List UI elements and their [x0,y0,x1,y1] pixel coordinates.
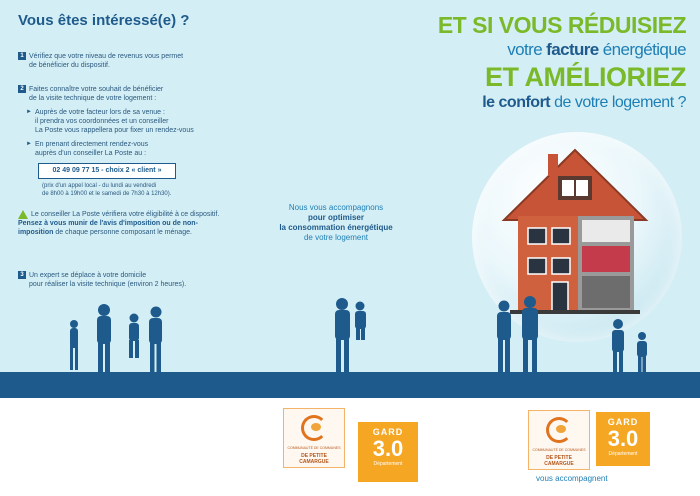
step-2-option-rdv [26,140,148,158]
option-line: En prenant directement rendez-vous [34,141,149,148]
warning-bold-text: Pensez à vous munir de l'avis d'imposition ou de non-imposition [18,220,198,236]
gard-logo-sub: Département [608,451,638,457]
warning-icon [18,210,28,219]
left-title: Vous êtes intéressé(e) ? [18,12,190,29]
cc-logo-name [284,453,344,465]
ground-band [0,372,700,398]
bullet-arrow-icon: ► [26,141,32,147]
headline-line-2 [507,40,686,60]
headline-line-1: ET SI VOUS RÉDUISIEZ [437,12,686,38]
gard-departement-logo [358,422,418,482]
phone-note-line: de 8h00 à 19h00 et le samedi de 7h30 à 12h30). [42,191,172,197]
option-line: il prendra vos coordonnées et un conseiller [34,118,169,125]
headline-bold: confort [498,94,551,111]
option-line: Auprès de votre facteur lors de sa venue : [34,109,165,116]
headline-bold: facture [546,40,599,59]
accompaniment-text [276,203,396,243]
step-2 [18,85,163,103]
step-2-line: de la visite technique de votre logement : [29,95,157,102]
gard-logo-sub: Département [373,461,403,467]
headline-text: votre [507,40,547,59]
step-3-line: Un expert se déplace à votre domicile [29,272,147,279]
accompaniment-line: de votre logement [303,233,369,242]
headline-line-3: ET AMÉLIORIEZ [485,62,686,92]
cc-logo-dot [311,423,321,431]
accompaniment-line: Nous vous accompagnons [288,203,384,212]
cc-logo-name-line: DE PETITE [301,453,327,459]
cc-petite-camargue-logo-right [528,410,590,470]
logos-caption: vous accompagnent [536,474,608,483]
step-3-line: pour réaliser la visite technique (environ 2 heures). [29,281,187,288]
gard-logo-number: 3.0 [372,436,404,461]
family-silhouette-right [490,296,660,374]
step-1-line: Vérifiez que votre niveau de revenus vous permet [29,53,184,60]
headline-bold: le [482,94,499,111]
accompaniment-bold: la consommation énergétique [279,223,393,232]
gard-departement-logo-right [596,412,650,466]
phone-hours-note [42,182,171,198]
cc-logo-caption: COMMUNAUTÉ DE COMMUNES [287,446,341,450]
phone-note-line: (prix d'un appel local - du lundi au vendredi [42,183,157,189]
cc-logo-name [529,455,589,467]
family-silhouette-middle [328,294,374,374]
gard-logo-top: GARD [607,417,639,427]
step-1 [18,52,183,70]
step-number: 3 [18,271,26,279]
headline-text: énergétique [598,40,686,59]
gard-logo-number: 3.0 [607,426,639,451]
bullet-arrow-icon: ► [26,109,32,115]
cc-logo-name-line: CAMARGUE [544,461,574,467]
family-silhouette-left [60,300,175,374]
step-3 [18,271,186,289]
step-1-line: de bénéficier du dispositif. [29,62,110,69]
house-illustration [500,146,650,316]
option-line: auprès d'un conseiller La Poste au : [34,150,147,157]
step-number: 1 [18,52,26,60]
cc-petite-camargue-logo [283,408,345,468]
step-2-option-facteur [26,108,194,135]
cc-logo-dot [556,425,566,433]
warning-text: Le conseiller La Poste vérifiera votre éligibilité à ce dispositif. [31,211,220,218]
step-number: 2 [18,85,26,93]
step-2-line: Faites connaître votre souhait de bénéficier [29,86,164,93]
option-line: La Poste vous rappellera pour fixer un rendez-vous [34,127,194,134]
cc-logo-caption: COMMUNAUTÉ DE COMMUNES [532,448,586,452]
phone-number-box[interactable]: 02 49 09 77 15 - choix 2 « client » [38,163,176,179]
cc-logo-name-line: CAMARGUE [299,459,329,465]
warning-text: de chaque personne composant le ménage. [53,229,192,236]
cc-logo-name-line: DE PETITE [546,455,572,461]
headline-line-4 [482,94,686,112]
gard-logo-top: GARD [372,427,404,437]
accompaniment-bold: pour optimiser [307,213,364,222]
eligibility-warning [18,210,228,237]
headline-text: de votre logement ? [550,94,686,111]
